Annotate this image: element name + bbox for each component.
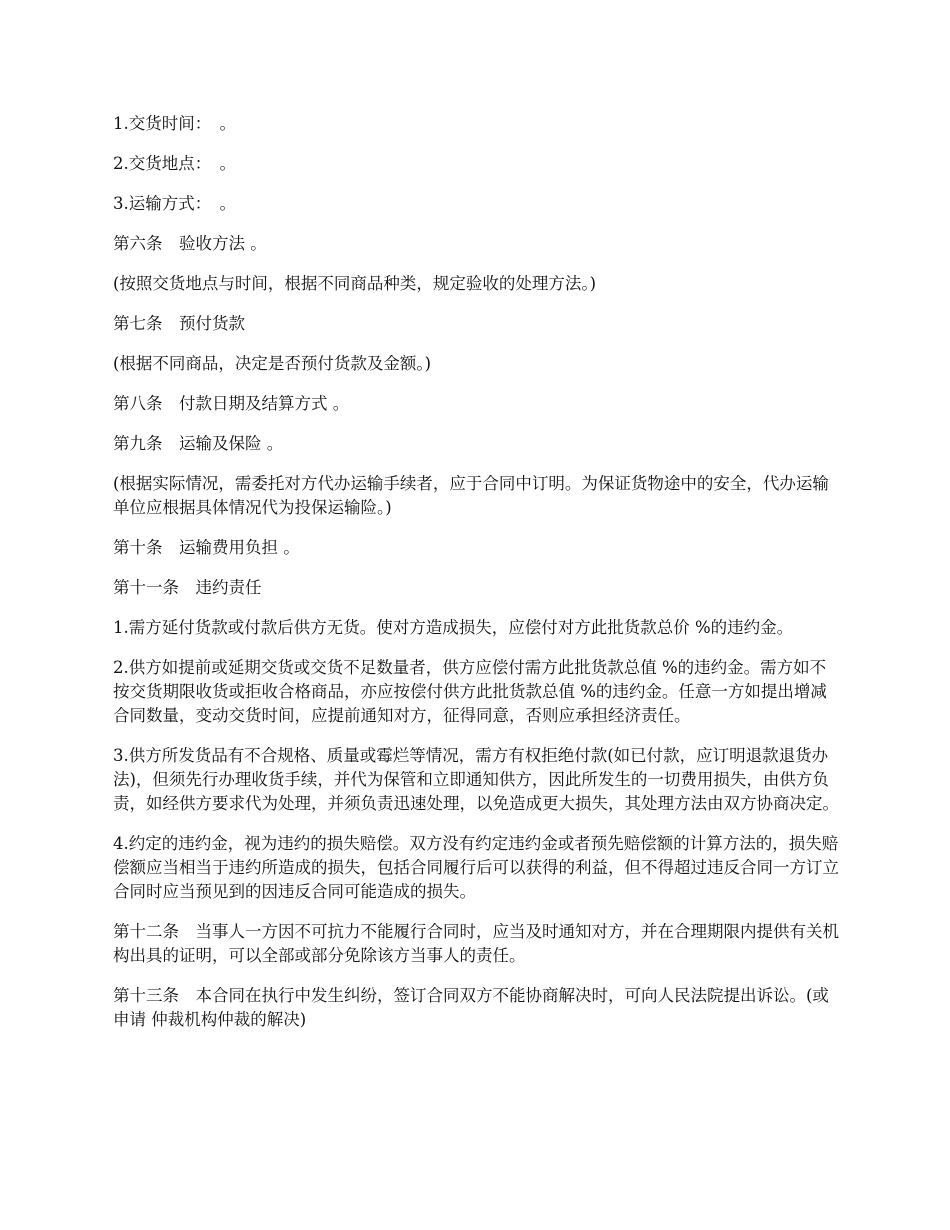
article-6-heading: 第六条 验收方法 。 bbox=[113, 234, 267, 253]
article-13: 第十三条 本合同在执行中发生纠纷，签订合同双方不能协商解决时，可向人民法院提出诉讼。(或申请 仲裁机构仲裁的解决) bbox=[113, 986, 829, 1029]
article-11-clause-2: 2.供方如提前或延期交货或交货不足数量者，供方应偿付需方此批货款总值 %的违约金。需方如不按交货期限收货或拒收合格商品，亦应按偿付供方此批货款总值 %的违约金。任意一方如提出增减合同数量，变动交货时间，应提前通知对方，征得同意，否则应承担经济责任。 bbox=[113, 658, 827, 725]
article-8-heading: 第八条 付款日期及结算方式 。 bbox=[113, 394, 350, 413]
document-body bbox=[113, 112, 840, 1048]
transport-method-item: 3.运输方式： 。 bbox=[113, 194, 236, 213]
article-11-clause-4: 4.约定的违约金，视为违约的损失赔偿。双方没有约定违约金或者预先赔偿额的计算方法的，损失赔偿额应当相当于违约所造成的损失，包括合同履行后可以获得的利益，但不得超过违反合同一方订立合同时应当预见到的因违反合同可能造成的损失。 bbox=[113, 834, 839, 901]
article-11-clause-1: 1.需方延付货款或付款后供方无货。使对方造成损失，应偿付对方此批货款总价 %的违约金。 bbox=[113, 618, 794, 637]
article-9-heading: 第九条 运输及保险 。 bbox=[113, 434, 284, 453]
article-9-note: (根据实际情况，需委托对方代办运输手续者，应于合同中订明。为保证货物途中的安全，代办运输单位应根据具体情况代为投保运输险。) bbox=[113, 474, 829, 517]
article-10-heading: 第十条 运输费用负担 。 bbox=[113, 538, 300, 557]
article-7-heading: 第七条 预付货款 bbox=[113, 314, 245, 333]
article-11-heading: 第十一条 违约责任 bbox=[113, 578, 262, 597]
article-6-note: (按照交货地点与时间，根据不同商品种类，规定验收的处理方法。) bbox=[113, 274, 597, 293]
article-7-note: (根据不同商品，决定是否预付货款及金额。) bbox=[113, 354, 432, 373]
article-11-clause-3: 3.供方所发货品有不合规格、质量或霉烂等情况，需方有权拒绝付款(如已付款，应订明退款退货办法)，但须先行办理收货手续，并代为保管和立即通知供方，因此所发生的一切费用损失，由供方负责，如经供方要求代为处理，并须负责迅速处理，以免造成更大损失，其处理方法由双方协商决定。 bbox=[113, 746, 839, 813]
article-12: 第十二条 当事人一方因不可抗力不能履行合同时，应当及时通知对方，并在合理期限内提供有关机构出具的证明，可以全部或部分免除该方当事人的责任。 bbox=[113, 922, 839, 965]
delivery-place-item: 2.交货地点： 。 bbox=[113, 154, 236, 173]
delivery-time-item: 1.交货时间： 。 bbox=[113, 114, 236, 133]
